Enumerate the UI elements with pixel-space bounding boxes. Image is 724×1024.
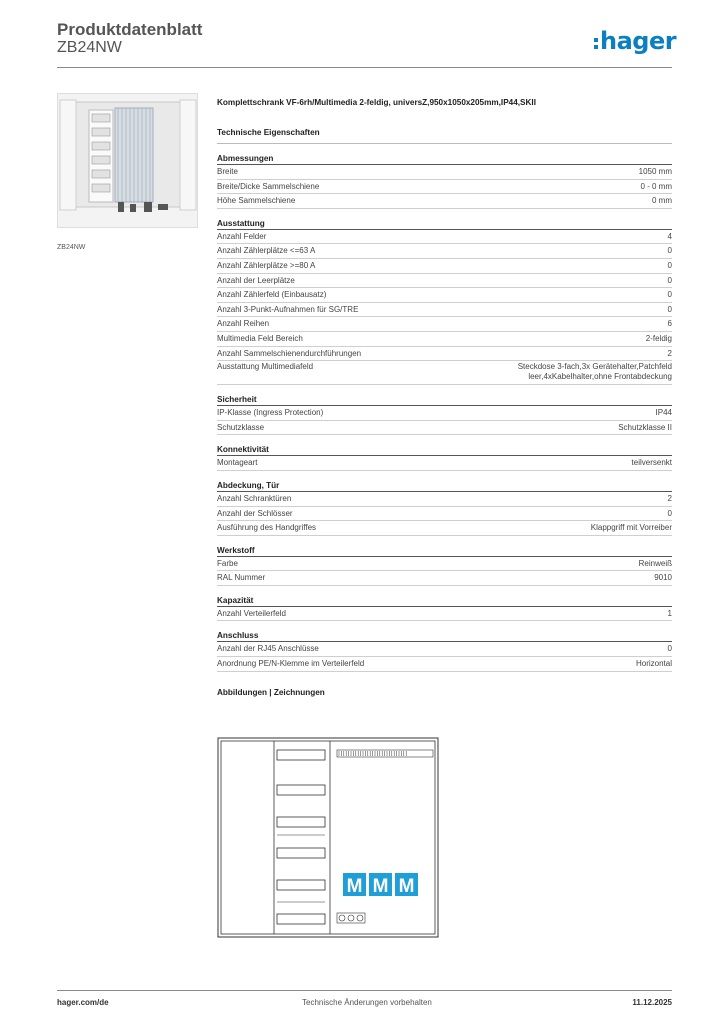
footer-notice: Technische Änderungen vorbehalten (302, 998, 432, 1007)
spec-group-title: Ausstattung (217, 219, 672, 230)
spec-label: Schutzklasse (217, 422, 265, 432)
spec-value: 0 mm (652, 196, 672, 206)
footer-website-link[interactable]: hager.com/de (57, 998, 109, 1007)
spec-row (217, 571, 672, 586)
spec-label: Breite (217, 167, 238, 176)
spec-label: Anzahl der RJ45 Anschlüsse (217, 644, 319, 654)
spec-row (217, 180, 672, 195)
spec-value: IP44 (655, 408, 672, 418)
spec-label: Anzahl Zählerfeld (Einbausatz) (217, 290, 327, 300)
spec-row (217, 406, 672, 421)
spec-value: Horizontal (635, 659, 672, 669)
spec-label: Anzahl Zählerplätze >=80 A (217, 260, 316, 270)
spec-value: 0 (667, 246, 672, 256)
spec-value: Steckdose 3-fach,3x Gerätehalter,Patchfeld leer,4xKabelhalter,ohne Frontabdeckung (517, 362, 672, 382)
spec-value: teilversenkt (631, 458, 672, 468)
technical-drawing (217, 737, 439, 938)
spec-group (217, 596, 672, 622)
spec-value: Reinweiß (638, 558, 672, 568)
section-title: Technische Eigenschaften (217, 128, 672, 144)
spec-value: 0 - 0 mm (640, 181, 672, 191)
spec-value: 0 (667, 508, 672, 518)
cabinet-photo-icon (58, 94, 199, 229)
spec-value: 2 (667, 348, 672, 358)
spec-group (217, 481, 672, 536)
logo-dots-icon (594, 36, 599, 50)
spec-row (217, 230, 672, 245)
spec-group-title: Anschluss (217, 631, 672, 642)
hager-logo (594, 27, 676, 55)
spec-content (217, 97, 672, 697)
spec-row (217, 421, 672, 436)
spec-label: Ausführung des Handgriffes (217, 523, 317, 533)
spec-row (217, 657, 672, 672)
article-number: ZB24NW (57, 39, 122, 56)
spec-value: 4 (667, 231, 672, 241)
spec-label: Ausstattung Multimediafeld (217, 362, 314, 372)
spec-row (217, 507, 672, 522)
spec-row (217, 607, 672, 622)
multimedia-box (395, 873, 418, 897)
spec-row (217, 259, 672, 274)
spec-label: Anzahl Schranktüren (217, 493, 292, 503)
spec-label: Montageart (217, 458, 258, 468)
spec-row (217, 194, 672, 209)
spec-label: Anzahl Verteilerfeld (217, 608, 286, 618)
spec-row (217, 332, 672, 347)
spec-row (217, 244, 672, 259)
spec-group-title: Abdeckung, Tür (217, 481, 672, 492)
spec-label: Farbe (217, 558, 238, 568)
spec-value: 1050 mm (638, 167, 672, 176)
spec-value: 0 (667, 260, 672, 270)
product-caption: ZB24NW (57, 244, 86, 251)
spec-label: Anzahl Sammelschienendurchführungen (217, 348, 362, 358)
spec-row (217, 361, 672, 385)
spec-label: Breite/Dicke Sammelschiene (217, 181, 320, 191)
spec-row (217, 317, 672, 332)
spec-row (217, 347, 672, 362)
spec-value: 9010 (654, 573, 672, 583)
spec-label: RAL Nummer (217, 573, 266, 583)
spec-label: Anordnung PE/N-Klemme im Verteilerfeld (217, 659, 365, 669)
spec-label: Anzahl Felder (217, 231, 267, 241)
spec-group (217, 546, 672, 586)
product-image (57, 93, 198, 228)
multimedia-label: M (372, 876, 389, 897)
product-description: Komplettschrank VF-6rh/Multimedia 2-feldig, universZ,950x1050x205mm,IP44,SKII (217, 98, 536, 107)
multimedia-box (369, 873, 392, 897)
spec-label: Anzahl 3-Punkt-Aufnahmen für SG/TRE (217, 304, 359, 314)
spec-row (217, 165, 672, 180)
spec-group-title: Werkstoff (217, 546, 672, 557)
multimedia-label: M (346, 876, 363, 897)
spec-value: Klappgriff mit Vorreiber (590, 523, 672, 533)
spec-label: Höhe Sammelschiene (217, 196, 296, 206)
spec-value: 2-feldig (645, 333, 672, 343)
spec-group (217, 395, 672, 435)
multimedia-box (343, 873, 366, 897)
spec-value: 2 (667, 493, 672, 503)
spec-row (217, 456, 672, 471)
spec-value: Schutzklasse II (618, 422, 672, 432)
spec-row (217, 492, 672, 507)
spec-label: Anzahl Reihen (217, 319, 270, 329)
spec-row (217, 557, 672, 572)
spec-label: Multimedia Feld Bereich (217, 333, 303, 343)
spec-groups (217, 154, 672, 672)
spec-group (217, 219, 672, 385)
spec-group (217, 631, 672, 671)
spec-label: Anzahl der Schlösser (217, 508, 293, 518)
spec-group-title: Kapazität (217, 596, 672, 607)
spec-value: 0 (667, 304, 672, 314)
spec-group (217, 154, 672, 209)
header-divider (57, 67, 672, 68)
multimedia-label: M (398, 876, 415, 897)
doc-title: Produktdatenblatt (57, 20, 203, 39)
spec-label: Anzahl der Leerplätze (217, 275, 295, 285)
logo-text: hager (600, 27, 677, 55)
spec-value: 0 (667, 275, 672, 285)
spec-value: 0 (667, 290, 672, 300)
spec-group-title: Sicherheit (217, 395, 672, 406)
spec-row (217, 642, 672, 657)
spec-row (217, 288, 672, 303)
footer-date: 11.12.2025 (632, 998, 672, 1007)
spec-value: 0 (667, 644, 672, 654)
spec-label: IP-Klasse (Ingress Protection) (217, 408, 324, 418)
drawings-title: Abbildungen | Zeichnungen (217, 687, 325, 697)
spec-group (217, 445, 672, 471)
spec-row (217, 521, 672, 536)
spec-label: Anzahl Zählerplätze <=63 A (217, 246, 316, 256)
footer-divider (57, 990, 672, 991)
spec-group-title: Abmessungen (217, 154, 672, 165)
spec-group-title: Konnektivität (217, 445, 672, 456)
spec-value: 6 (667, 319, 672, 329)
spec-value: 1 (667, 608, 672, 618)
spec-row (217, 303, 672, 318)
spec-row (217, 274, 672, 289)
